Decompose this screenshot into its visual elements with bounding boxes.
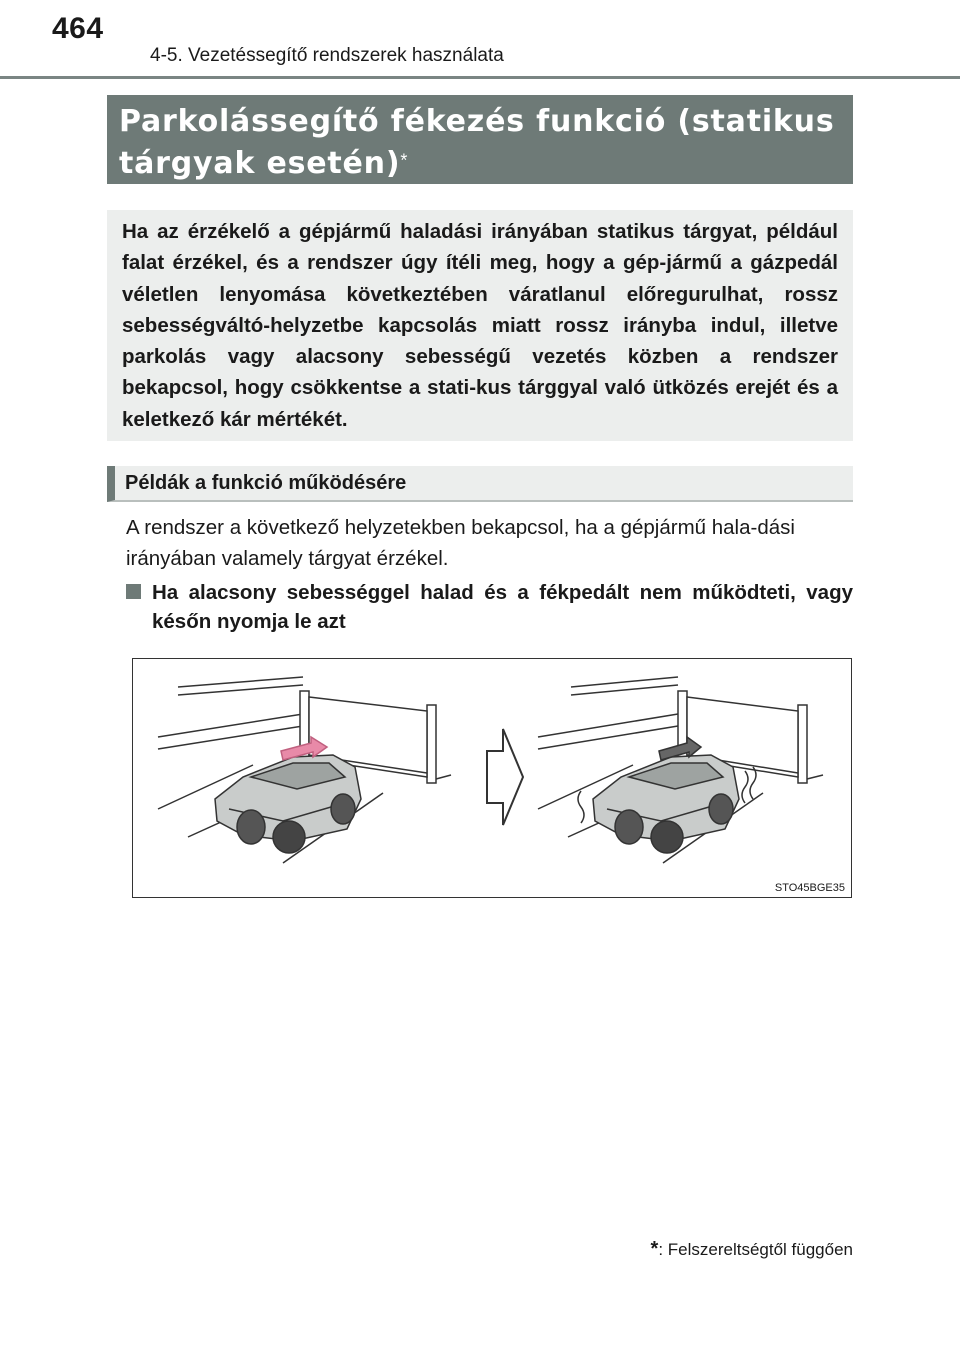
page-title: Parkolássegítő fékezés funkció (statikus tárgyak esetén) — [119, 104, 835, 181]
subheading: Példák a funkció működésére — [107, 466, 853, 502]
intro-box — [107, 210, 853, 441]
title-asterisk: * — [400, 150, 408, 171]
header-rule — [0, 76, 960, 79]
footnote-asterisk: * — [650, 1238, 659, 1260]
figure-code: STO45BGE35 — [774, 882, 845, 894]
footnote-text: : Felszereltségtől függően — [658, 1240, 853, 1259]
title-box — [107, 95, 853, 184]
section-title: 4-5. Vezetéssegítő rendszerek használata — [150, 45, 504, 66]
parking-illustration — [133, 659, 851, 897]
bullet-text: Ha alacsony sebességgel halad és a fékpedált nem működteti, vagy későn nyomja le azt — [152, 581, 853, 633]
footnote — [651, 1238, 853, 1261]
body-paragraph: A rendszer a következő helyzetekben bekapcsol, ha a gépjármű hala-dási irányában valamely tárgyat érzékel. — [126, 516, 795, 570]
transition-arrow — [487, 729, 523, 825]
intro-text: Ha az érzékelő a gépjármű haladási irányában statikus tárgyat, például falat érzékel, és a rendszer úgy ítéli meg, hogy a gép-jármű a gázpedál véletlen lenyomása következtében váratlanul előregurulhat, rossz sebességváltó-helyzetbe kapcsolás miatt rossz irányba indul, illetve parkolás vagy alacsony sebességű vezetés közben a rendszer bekapcsol, hogy csökkentse a stati-kus tárggyal való ütközés erejét és a keletkező kár mértékét. — [122, 220, 838, 431]
bullet-item — [126, 578, 853, 636]
scene-after — [538, 677, 823, 863]
square-bullet-icon — [126, 584, 141, 599]
page-number: 464 — [52, 12, 104, 45]
illustration — [132, 658, 852, 898]
scene-before — [158, 677, 451, 863]
